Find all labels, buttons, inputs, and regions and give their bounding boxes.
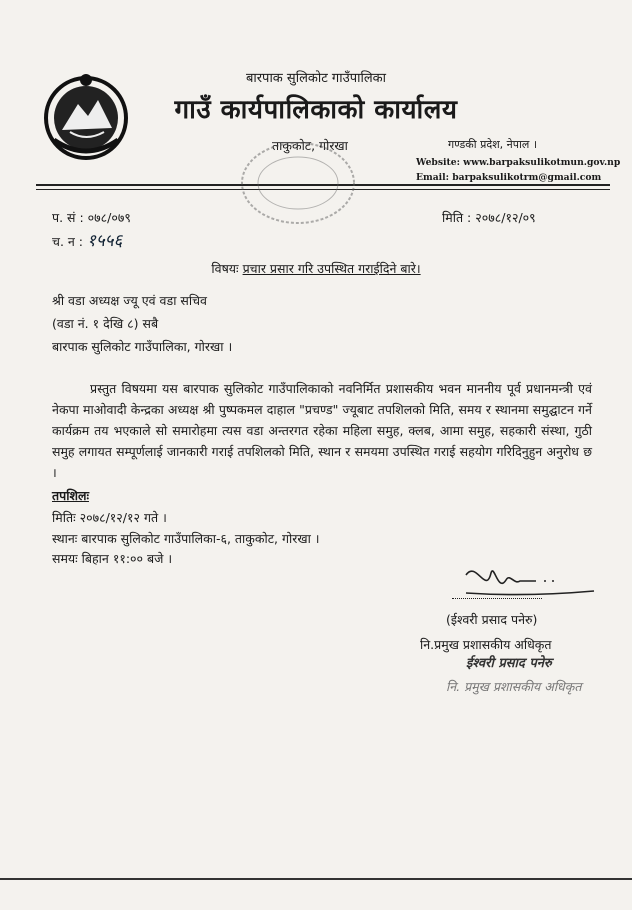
- office-stamp: [238, 138, 358, 228]
- contact-block: [416, 155, 620, 185]
- details-date: मितिः २०७८/१२/१२ गते ।: [52, 510, 167, 525]
- email-link[interactable]: Email: barpaksulikotrm@gmail.com: [416, 172, 602, 183]
- footer-divider: [0, 878, 632, 880]
- office-title: गाउँ कार्यपालिकाको कार्यालय: [174, 95, 458, 125]
- signature-line: [452, 598, 542, 599]
- details-time: समयः बिहान ११:०० बजे ।: [52, 551, 173, 566]
- addressee-line-3: बारपाक सुलिकोट गाउँपालिका, गोरखा ।: [52, 339, 233, 354]
- letter-date: मिति : २०७८/१२/०९: [442, 210, 536, 225]
- title-stamp: नि. प्रमुख प्रशासकीय अधिकृत: [446, 679, 582, 694]
- body-paragraph: प्रस्तुत विषयमा यस बारपाक सुलिकोट गाउँपालिकाको नवनिर्मित प्रशासकीय भवन माननीय पूर्व प्रधानमन्त्री एवं नेकपा माओवादी केन्द्रका अध्यक्ष श्री पुष्पकमल दाहाल "प्रचण्ड" ज्यूबाट तपशिलको मिति, समय र स्थानमा समुद्घाटन गर्ने कार्यक्रम तय भएकाले सो समारोहमा त्यस वडा अन्तरगत रहेका महिला समुह, क्लब, आमा समुह, सहकारी संस्था, गुठी समुह लगायत सम्पूर्णलाई जानकारी गराई तपशिलको मिति, स्थान र समयमा उपस्थित गराई सहयोग गरिदिनुहुन अनुरोध छ ।: [52, 381, 592, 480]
- subject-label: विषयः: [211, 261, 239, 276]
- name-stamp: ईश्वरी प्रसाद पनेरु: [466, 656, 552, 671]
- chalani-number: १५५६: [87, 231, 123, 251]
- chalani-label: च. न :: [52, 234, 84, 249]
- addressee-line-1: श्री वडा अध्यक्ष ज्यू एवं वडा सचिव: [52, 293, 207, 308]
- details-place: स्थानः बारपाक सुलिकोट गाउँपालिका-६, ताकुकोट, गोरखा ।: [52, 531, 320, 546]
- signatory-title: नि.प्रमुख प्रशासकीय अधिकृत: [420, 637, 552, 652]
- province-label: गण्डकी प्रदेश, नेपाल ।: [448, 138, 537, 151]
- patra-sankhya: प. सं : ०७८/०७९: [52, 210, 131, 225]
- signatory-name: (ईश्वरी प्रसाद पनेरु): [446, 612, 538, 627]
- subject-text: प्रचार प्रसार गरि उपस्थित गराईदिने बारे।: [242, 261, 421, 276]
- office-location: ताकुकोट, गोरखा: [272, 138, 348, 153]
- municipality-name: बारपाक सुलिकोट गाउँपालिका: [245, 71, 387, 86]
- chalani-line: [52, 228, 122, 251]
- addressee-line-2: (वडा नं. १ देखि ८) सबै: [52, 316, 159, 331]
- website-link[interactable]: Website: www.barpaksulikotmun.gov.np: [416, 157, 621, 168]
- subject-line: [0, 260, 632, 277]
- details-heading: तपशिलः: [52, 488, 89, 503]
